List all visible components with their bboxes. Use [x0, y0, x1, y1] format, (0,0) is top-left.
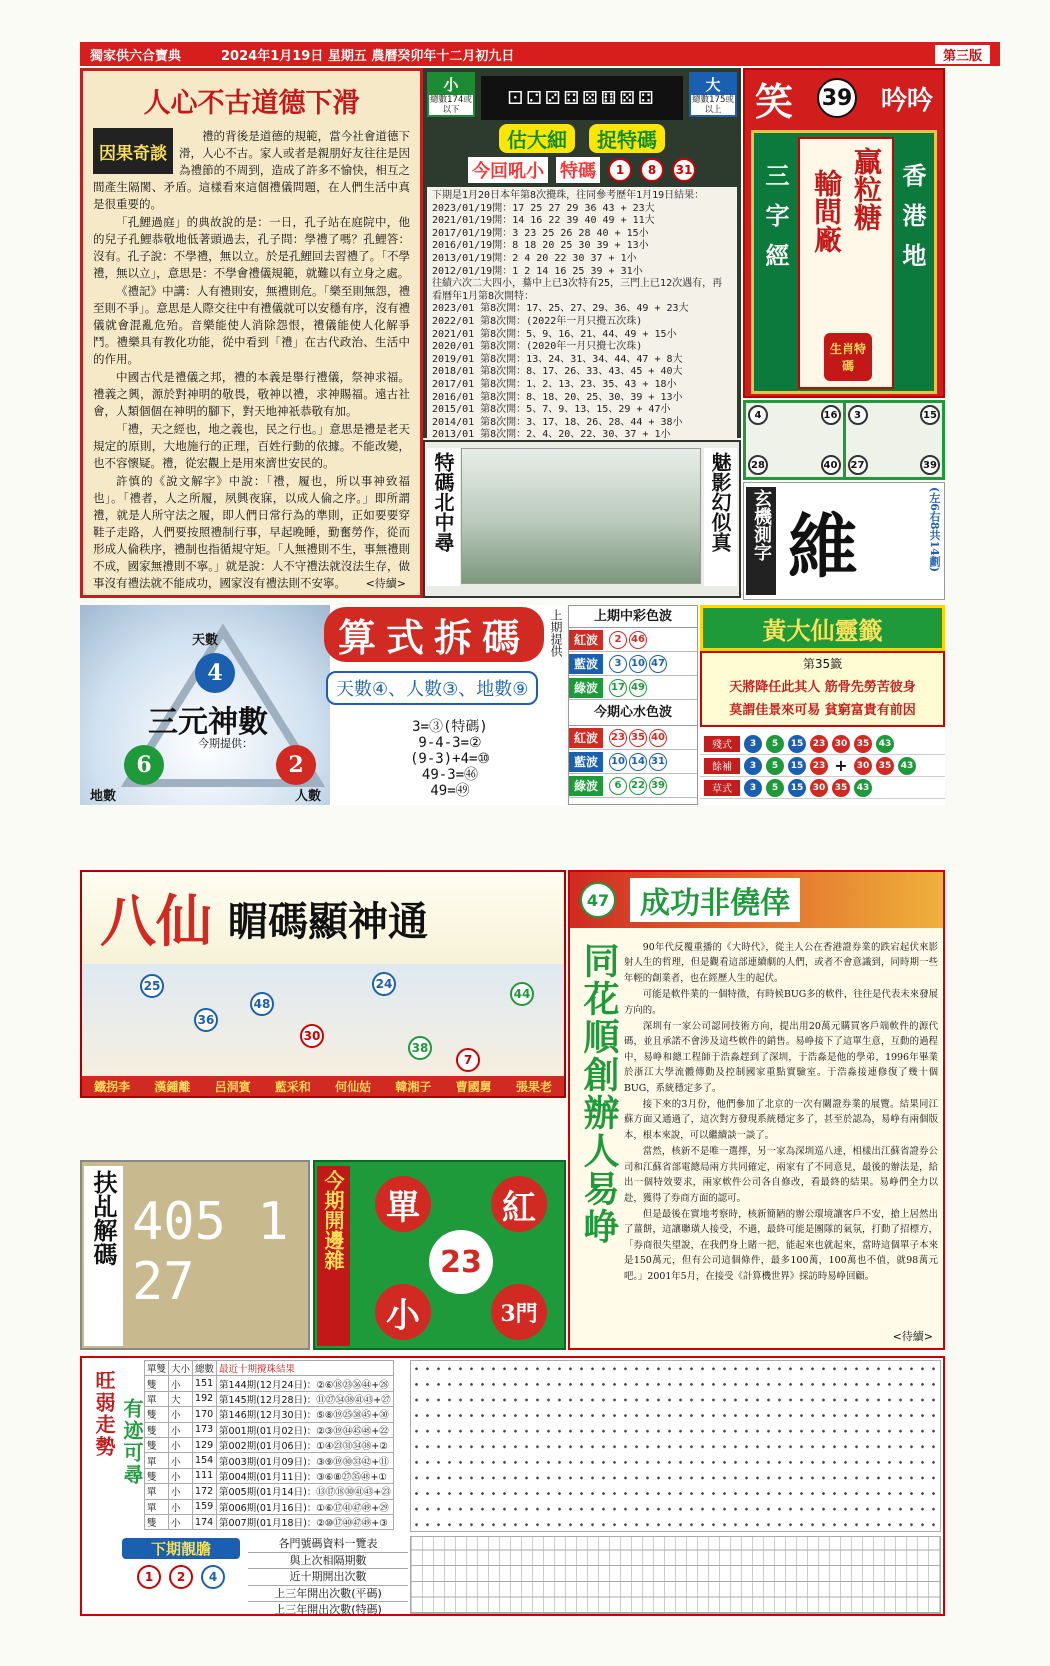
history-row: 2016/01/19開：8 18 20 25 30 39 + 13小	[432, 240, 649, 252]
dbl-center: 23	[429, 1230, 493, 1294]
wave-num: 47	[649, 655, 667, 673]
success-para: 深圳有一家公司認同技術方向，提出用20萬元購買客戶端軟件的源代碼，並且承諾不會涉及這些軟件的銷售。易峥接下了這單生意，互動的過程中，易峥和總工程師于浩淼趕到了深圳，于浩淼是他的學弟，1996年畢業於浙江大學流體傳動及控制國家重點實驗室。于浩淼接連修復了幾十個BUG，系統穩定多了。	[624, 1021, 938, 1094]
table-row	[145, 1468, 394, 1483]
laugh-center	[798, 137, 894, 389]
wave-num: 35	[629, 729, 647, 747]
moral-continue: <待續>	[365, 577, 406, 590]
calc-title: 算式拆碼	[324, 607, 544, 662]
trend-cell: 第146期(12月30日)：⑤⑧⑲㉕㊳㊺+㉚	[217, 1407, 394, 1422]
catch-tema: 捉特碼	[589, 124, 665, 153]
wave-num: 6	[609, 777, 627, 795]
calc-line: 49=㊾	[430, 783, 470, 799]
history-row2: 2021/01 第8次開：5、9、16、21、44、49 + 15小	[432, 328, 677, 340]
success-body	[624, 940, 938, 1285]
wong-panel	[700, 605, 945, 805]
success-para: 當然，核新不是唯一選擇，另一家為深圳巡八達，相樣出江蘇省證券公司和江蘇省部電總局兩方共同確定，兩家有了不同意見，最後的辦法是，給出一個特效要求，兩家軟件公司各自修改，看最終的結果。易峥們全力以赴，獲得了券商方面的認可。	[624, 1146, 938, 1204]
wong-ball: 30	[810, 779, 828, 797]
immortal-name: 張果老	[515, 1079, 552, 1094]
trend-dotgrid	[410, 1360, 941, 1532]
wong-ball: 43	[876, 735, 894, 753]
immortal-name: 呂洞賓	[214, 1079, 251, 1094]
calc-ren: 人數	[295, 789, 322, 804]
poem-left: 特碼北中尋	[427, 448, 460, 586]
laugh-title	[745, 70, 943, 126]
wave-label: 綠波	[569, 776, 603, 796]
wong-ball: 43	[898, 757, 916, 775]
trend-cell: 單	[145, 1453, 169, 1468]
trend-side-1: 旺弱走勢	[92, 1370, 116, 1458]
moral-para: 許慎的《說文解字》中說：「禮，履也，所以事神致福也」。「禮者，人之所履，夙興夜寐，以成人倫之序。」即所謂禮，就是人所守法之履，即人們日常行為的準則，正如要要穿鞋子走路，人們要按照禮制行事，早起晚睡，勤奮勞作，從而形成人倫秩序，禮制也指循規守矩。「人無禮則不生，事無禮則不成，國家無禮則不寧。」就是說：人不守禮法就沒法生存，做事沒有禮法就不能成功，國家沒有禮法則不安寧。	[93, 474, 410, 590]
trend-pick: 2	[169, 1565, 193, 1589]
wave-row	[569, 676, 697, 700]
trend-cell: 小	[169, 1407, 193, 1422]
big-note: 總數175或以上	[692, 95, 734, 115]
history-note: 往績六次二大四小，驀中上已3次特有25，三門上已12次遇有，再看曆年1月第8次開特：	[432, 278, 723, 302]
trend-cell: 第003期(01月09日)：③⑨⑲㉚㉝㊷+⑪	[217, 1453, 394, 1468]
history-row2: 2013/01 第8次開：2、4、20、22、30、37 + 1小	[432, 429, 671, 441]
trend-cell: 第004期(01月11日)：③⑥⑧㉗㉟㊽+①	[217, 1468, 394, 1483]
wong-ball: 3	[744, 735, 762, 753]
wong-rows	[700, 733, 945, 799]
eight-names	[82, 1076, 564, 1096]
page-number: 第三版	[935, 45, 990, 64]
page-header	[80, 42, 1000, 66]
dbl-a: 單	[375, 1176, 431, 1232]
trend-footer-row: 近十期開出次數	[248, 1569, 408, 1586]
moral-para: 「孔鯉過庭」的典故說的是：一日，孔子站在庭院中，他的兒子孔鯉恭敬地低著頭過去，孔子問：學禮了嗎？孔鯉答：沒有。孔子說：不學禮，無以立。於是孔鯉回去習禮了。「不學禮，無以立」，意思是：不學會禮儀規範，就難以有立身之處。	[93, 215, 410, 280]
laugh-number: 39	[817, 78, 857, 118]
zodiac-num: 40	[821, 455, 841, 475]
small-note: 總數174或以下	[430, 95, 472, 115]
wong-row	[700, 733, 945, 755]
poem-right: 魅影幻似真	[704, 448, 737, 586]
small-label: 小	[429, 74, 473, 95]
wave-panel	[568, 605, 698, 805]
laugh-body	[751, 130, 937, 394]
trend-cell: 第145期(12月28日)：⑪㉗㉞㊳㊶㊸+㉗	[217, 1391, 394, 1406]
table-row	[145, 1376, 394, 1391]
dbl-label: 今期開邊雜	[317, 1166, 350, 1346]
history-row2: 2022/01 第8次開：(2022年一月只攪五次珠)	[432, 315, 643, 327]
history-block	[427, 187, 737, 455]
trend-cell: 小	[169, 1484, 193, 1499]
wong-verse-2: 莫謂佳景來可易 貧窮富貴有前因	[729, 703, 916, 718]
trend-cell: 小	[169, 1514, 193, 1529]
trend-head-cell: 單雙	[145, 1361, 169, 1376]
moral-article	[80, 68, 423, 598]
calc-line: 49-3=㊻	[421, 767, 479, 783]
moral-body	[93, 128, 410, 592]
laugh-left: 三字經	[761, 163, 790, 283]
moral-para: 「禮，天之經也，地之義也，民之行也。」意思是禮是老天規定的原則，大地施行的正理，百姓行動的依據。不能改變，也不容懷疑。禮，從宏觀上是用來濟世安民的。	[93, 422, 410, 470]
zodiac-num: 39	[920, 455, 940, 475]
calc-name: 三元神數	[148, 705, 268, 740]
eight-panel	[80, 870, 566, 1098]
trend-cell: 小	[169, 1422, 193, 1437]
wave-title-1: 上期中彩色波	[569, 606, 697, 628]
laugh-mid1: 贏粒糖	[850, 147, 883, 231]
history-row2: 2016/01 第8次開：8、18、20、25、30、39 + 13小	[432, 391, 683, 403]
immortal-num: 7	[456, 1048, 480, 1072]
trend-footer-row: 與上次相隔期數	[248, 1553, 408, 1570]
wong-title: 黃大仙靈籤	[700, 605, 945, 651]
moral-para: 禮的背後是道德的規範，當今社會道德下滑，人心不古。家人或者是親朋好友往往是因為禮節的不周到，造成了許多不愉快，相互之間產生隔閡、矛盾。這樣看來這個禮儀問題，在人們生活中真是很重要的。	[93, 129, 410, 211]
wave-row	[569, 628, 697, 652]
big-label: 大	[691, 74, 735, 95]
success-para: 接下來的3月份，他們參加了北京的一次有關證券業的展覽。結果同江蘇方面又通過了，這次對方發現系統穩定多了，甚至於認為，易峥有兩個版本，根本來說，可以繼續談一談了。	[624, 1099, 938, 1141]
dice-strip: ⚀⚁⚂⚃⚄⚅⚄⚃	[481, 76, 683, 120]
wong-ball: 23	[810, 757, 828, 775]
wave-label: 綠波	[569, 678, 603, 698]
bigsmall-top	[427, 72, 737, 128]
bigsmall-heading	[427, 124, 737, 153]
trend-cell: 雙	[145, 1376, 169, 1391]
wave-num: 10	[629, 655, 647, 673]
moral-para: 中國古代是禮儀之邦，禮的本義是舉行禮儀，祭神求福。禮義之興，源於對神明的敬畏，敬神以禮，求神賜福。遠古社會，人類個個在神明的腳下，對天地神祇恭敬有加。	[93, 370, 410, 418]
trend-cell: 大	[169, 1391, 193, 1406]
success-para: 但是最後在實地考察時，核新簡陋的辦公環境讓客戶不安，搶上居然出了薑餅，這讓聯璜人接受，不過，最終可能是團隊的氣氛，打動了招標方，「券商很失望說，在我們身上賭一把，能起來也就起來，當時這個單子本來是150萬元，但有公司這個條件，最多100萬，100萬也不值，就98萬元吧。」2001年5月，在接受《計算機世界》採訪時易峥回顧。	[624, 1208, 938, 1282]
wave-num: 17	[609, 679, 627, 697]
wong-row-key: 餘補	[704, 758, 740, 774]
eight-title	[82, 872, 564, 964]
wong-row	[700, 777, 945, 799]
eight-art	[82, 964, 564, 1076]
trend-cell: 單	[145, 1499, 169, 1514]
immortal-name: 曹國舅	[455, 1079, 492, 1094]
trend-cell: 雙	[145, 1407, 169, 1422]
wave-row	[569, 652, 697, 676]
calc-tian: 天數	[192, 633, 219, 648]
table-row	[145, 1484, 394, 1499]
calc-supply: 今期提供：	[198, 737, 253, 750]
trend-cell: 第007期(01月18日)：②⑩⑰㊵㊼㊾+③	[217, 1514, 394, 1529]
zodiac-grid	[743, 400, 945, 480]
wong-plus: +	[834, 756, 848, 775]
today-row	[427, 157, 737, 183]
laugh-panel	[743, 68, 945, 398]
history-row: 2012/01/19開：1 2 14 16 25 39 + 31小	[432, 265, 643, 277]
wave-num: 2	[609, 631, 627, 649]
wave-num: 22	[629, 777, 647, 795]
trend-cell: 小	[169, 1453, 193, 1468]
calc-tian-num: 4	[195, 653, 235, 693]
immortal-num: 38	[408, 1036, 432, 1060]
history-row2: 2020/01 第8次開：(2020年一月只攪七次珠)	[432, 341, 643, 353]
success-continue: <待續>	[892, 1330, 933, 1343]
trend-cell: 第001期(01月02日)：②③⑲㉞㊺㊽+㉒	[217, 1422, 394, 1437]
trend-cell: 小	[169, 1437, 193, 1452]
zodiac-card	[746, 403, 843, 477]
wave-label: 紅波	[569, 728, 603, 748]
small-box	[427, 72, 475, 117]
wave-num: 39	[649, 777, 667, 795]
moral-para: 《禮記》中講：人有禮則安，無禮則危。「樂至則無怨，禮至則不爭」。意思是人際交往中有禮儀就可以安穩有序，沒有禮儀就會混亂危殆。音樂能使人消除怨恨，禮儀能使人化解爭鬥。禮樂具有教化功能，從中看到「禮」在古代政治、生活中的作用。	[93, 284, 410, 366]
trend-cell: 雙	[145, 1468, 169, 1483]
dbl-c: 小	[375, 1284, 431, 1340]
success-num: 47	[580, 882, 616, 918]
history-row2: 2018/01 第8次開：8、17、26、33、43、45 + 40大	[432, 366, 683, 378]
trend-cell: 111	[193, 1468, 217, 1483]
wong-ball: 23	[810, 735, 828, 753]
trend-cell: 小	[169, 1468, 193, 1483]
poem-panel	[423, 440, 741, 598]
trend-cell: 第002期(01月06日)：①④㉓㉛㉞㊳+②	[217, 1437, 394, 1452]
laugh-char-1: 笑	[755, 78, 794, 124]
dbl-b: 紅	[491, 1176, 547, 1232]
wave-row	[569, 726, 697, 750]
wave-num: 14	[629, 753, 647, 771]
calc-panel	[80, 605, 565, 805]
wave-num: 49	[629, 679, 647, 697]
wong-ball: 35	[876, 757, 894, 775]
zodiac-num: 15	[920, 405, 940, 425]
trend-cell: 170	[193, 1407, 217, 1422]
immortal-name: 漢鍾離	[154, 1079, 191, 1094]
trend-side-2: 有迹可尋	[120, 1398, 144, 1486]
glyph-panel	[743, 482, 945, 600]
laugh-badge: 生肖特碼	[824, 333, 872, 381]
table-row	[145, 1422, 394, 1437]
wong-no: 第35籤	[802, 657, 843, 671]
wong-ball: 30	[854, 757, 872, 775]
wong-ball: 3	[744, 757, 762, 775]
wong-ball: 15	[788, 735, 806, 753]
trend-head	[145, 1361, 394, 1376]
trend-cell: 172	[193, 1484, 217, 1499]
riddle-text: 405 127	[132, 1192, 289, 1312]
trend-cell: 單	[145, 1484, 169, 1499]
glyph-label: 玄機測字	[746, 487, 776, 595]
trend-footer-row: 上三年開出次數(特碼)	[274, 1603, 382, 1617]
trend-cell: 174	[193, 1514, 217, 1529]
wave-num: 31	[649, 753, 667, 771]
wong-ball: 30	[832, 735, 850, 753]
history-intro: 下期是1月20日本年第8次攪珠，往同參考歷年1月19日結果：	[432, 190, 705, 201]
trend-head-cell: 大小	[169, 1361, 193, 1376]
eight-title-2: 睸碼顯神通	[228, 897, 428, 945]
wave-label: 藍波	[569, 654, 603, 674]
header-date: 2024年1月19日 星期五 農曆癸卯年十二月初九日	[221, 48, 515, 64]
eight-title-1: 八仙	[100, 889, 212, 955]
trend-cell: 159	[193, 1499, 217, 1514]
history-row2: 2019/01 第8次開：13、24、31、34、44、47 + 8大	[432, 353, 683, 365]
history-row2: 2023/01 第8次開：17、25、27、29、36、49 + 23大	[432, 303, 689, 315]
history-row2: 2014/01 第8次開：3、17、18、26、28、44 + 38小	[432, 416, 683, 428]
wave-num: 3	[609, 655, 627, 673]
trend-table	[144, 1360, 394, 1530]
riddle-panel	[80, 1160, 310, 1350]
calc-line: 3=③(特碼)	[412, 719, 488, 735]
trend-cell: 129	[193, 1437, 217, 1452]
wong-verse-1: 天將降任此其人 筋骨先勞苦彼身	[729, 680, 916, 695]
zodiac-num: 16	[821, 405, 841, 425]
success-article	[568, 870, 945, 1350]
trend-cell: 第005期(01月14日)：⑬⑰⑱㉚㊶㊸+㉓	[217, 1484, 394, 1499]
calc-di: 地數	[90, 789, 117, 804]
tema-ball: 1	[608, 158, 632, 182]
wave-num: 40	[649, 729, 667, 747]
calc-ren-num: 2	[276, 745, 316, 785]
wong-ball: 35	[832, 779, 850, 797]
trend-pick: 4	[201, 1565, 225, 1589]
zodiac-num: 27	[848, 455, 868, 475]
wong-ball: 15	[788, 757, 806, 775]
success-para: 90年代反覆重播的《大時代》，從主人公在香港證券業的跌宕起伏來影射人生的哲理，但是觀看這部連續劇的人們，或者不會意識到，同時期一些年輕的創業者，也在經歷人生的起伏。	[624, 942, 938, 984]
zodiac-num: 4	[748, 405, 768, 425]
calc-formula: 天數④、人數③、地數⑨	[326, 671, 538, 705]
table-row	[145, 1437, 394, 1452]
trend-cell: 小	[169, 1376, 193, 1391]
calc-line: (9-3)+4=⑩	[410, 751, 490, 767]
immortal-name: 何仙姑	[335, 1079, 372, 1094]
calc-lines	[410, 719, 490, 799]
laugh-right: 香港地	[898, 163, 927, 283]
wave-num: 10	[609, 753, 627, 771]
glyph-note: (左6右8共14劃)	[928, 487, 941, 573]
wong-ball: 5	[766, 779, 784, 797]
today-pick: 今回吼小	[468, 157, 548, 183]
wave-row	[569, 750, 697, 774]
calc-line: 9-4-3=②	[418, 735, 482, 751]
success-head	[570, 872, 943, 928]
trend-cell: 173	[193, 1422, 217, 1437]
table-row	[145, 1407, 394, 1422]
moral-title: 人心不古道德下滑	[143, 88, 360, 119]
zodiac-num: 28	[748, 455, 768, 475]
trend-head-cell: 最近十期攪珠結果	[217, 1361, 394, 1376]
tema-label: 特碼	[556, 157, 600, 183]
table-row	[145, 1514, 394, 1529]
trend-picks	[122, 1565, 240, 1589]
table-row	[145, 1499, 394, 1514]
calc-side: 上期提供	[549, 609, 563, 657]
trend-footer	[248, 1536, 408, 1618]
wong-ball: 5	[766, 735, 784, 753]
trend-cell: 雙	[145, 1422, 169, 1437]
trend-head-cell: 總數	[193, 1361, 217, 1376]
immortal-name: 韓湘子	[395, 1079, 432, 1094]
wave-label: 藍波	[569, 752, 603, 772]
zodiac-num: 3	[848, 405, 868, 425]
laugh-mid2: 輸間廠	[810, 169, 843, 253]
wave-num: 46	[629, 631, 647, 649]
tema-ball: 31	[672, 158, 696, 182]
success-title: 成功非僥倖	[630, 878, 800, 922]
wong-ball: 43	[854, 779, 872, 797]
success-para: 可能是軟件業的一個特徵，有時候BUG多的軟件，往往是代表未來發展方向的。	[624, 989, 938, 1016]
immortal-name: 鐵拐李	[94, 1079, 131, 1094]
guess-size: 估大細	[499, 124, 575, 153]
table-row	[145, 1391, 394, 1406]
trend-footer-row: 上三年開出次數(平碼)	[248, 1586, 408, 1603]
trend-cell: 151	[193, 1376, 217, 1391]
wong-ball: 15	[788, 779, 806, 797]
history-row: 2017/01/19開：3 23 25 26 28 40 + 15小	[432, 227, 649, 239]
wave-label: 紅波	[569, 630, 603, 650]
wong-row-key: 草式	[704, 780, 740, 796]
bigsmall-panel	[423, 68, 741, 441]
trend-cell: 第006期(01月16日)：①⑥⑰㊶㊼㊾+㉙	[217, 1499, 394, 1514]
trend-footer-row: 各門號碼資料一覽表	[248, 1536, 408, 1553]
wong-row-key: 殘式	[704, 736, 740, 752]
immortal-num: 44	[510, 982, 534, 1006]
trend-pick: 1	[137, 1565, 161, 1589]
immortal-num: 24	[372, 972, 396, 996]
trend-footer-grid	[410, 1536, 941, 1614]
trend-cell: 第144期(12月24日)：②⑥⑱㉓㊱㊹+㉘	[217, 1376, 394, 1391]
trend-next	[122, 1538, 240, 1589]
tema-ball: 8	[640, 158, 664, 182]
wong-ball: 5	[766, 757, 784, 775]
success-vtitle: 同花順創辦人易峥	[578, 942, 620, 1246]
immortal-num: 36	[194, 1008, 218, 1032]
zodiac-card	[846, 403, 943, 477]
immortal-num: 48	[250, 992, 274, 1016]
trend-cell: 154	[193, 1453, 217, 1468]
wong-ball: 35	[854, 735, 872, 753]
landscape-art	[461, 448, 701, 584]
laugh-char-2: 吟吟	[880, 85, 933, 116]
dbl-panel	[313, 1160, 566, 1350]
history-row2: 2015/01 第8次開：5、7、9、13、15、29 + 47小	[432, 404, 671, 416]
trend-cell: 小	[169, 1499, 193, 1514]
trend-panel	[80, 1356, 945, 1616]
trend-cell: 單	[145, 1391, 169, 1406]
trend-cell: 192	[193, 1391, 217, 1406]
wong-card	[700, 651, 945, 727]
trend-cell: 雙	[145, 1514, 169, 1529]
dbl-d: 3門	[491, 1284, 547, 1340]
history-row2: 2017/01 第8次開：1、2、13、23、35、43 + 18小	[432, 378, 677, 390]
wave-row	[569, 774, 697, 798]
history-row: 2023/01/19開：17 25 27 29 36 43 + 23大	[432, 202, 655, 214]
wong-ball: 3	[744, 779, 762, 797]
calc-di-num: 6	[124, 745, 164, 785]
riddle-label: 扶乩解碼	[84, 1166, 123, 1346]
header-left: 獨家供六合寶典	[90, 48, 182, 64]
immortal-num: 30	[300, 1024, 324, 1048]
glyph-char: 維	[788, 505, 858, 588]
wave-num: 23	[609, 729, 627, 747]
big-box	[689, 72, 737, 117]
wong-row	[700, 755, 945, 777]
wave-title-2: 今期心水色波	[569, 700, 697, 726]
history-row: 2021/01/19開：14 16 22 39 40 49 + 11大	[432, 215, 655, 227]
trend-next-label: 下期靚膽	[122, 1538, 240, 1559]
immortal-name: 藍采和	[274, 1079, 311, 1094]
history-row: 2013/01/19開：2 4 20 22 30 37 + 1小	[432, 252, 637, 264]
moral-tag: 因果奇談	[93, 128, 173, 174]
immortal-num: 25	[140, 974, 164, 998]
table-row	[145, 1453, 394, 1468]
trend-cell: 雙	[145, 1437, 169, 1452]
